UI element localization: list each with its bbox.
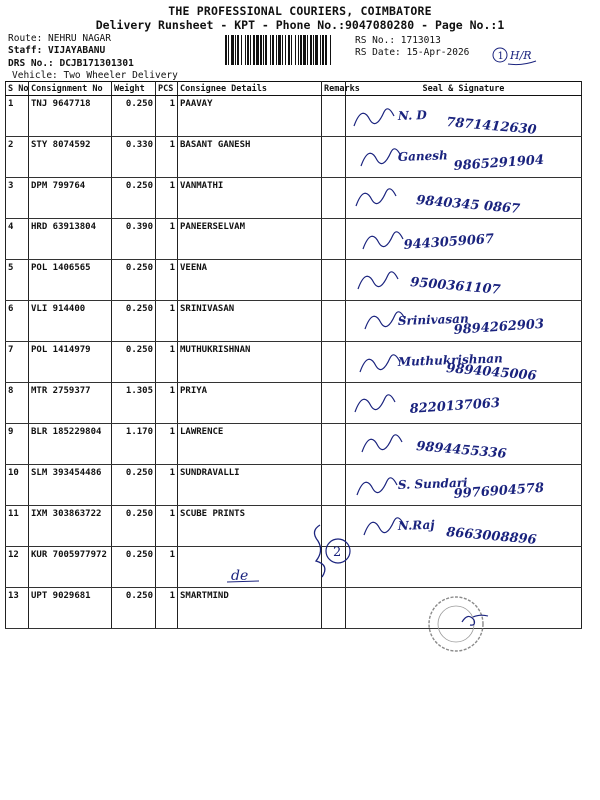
row-remarks xyxy=(322,588,346,629)
row-consignment: SLM 393454486 xyxy=(29,465,112,506)
row-consignment: STY 8074592 xyxy=(29,137,112,178)
row-weight: 0.250 xyxy=(112,342,156,383)
route-label: Route: NEHRU NAGAR xyxy=(8,33,111,44)
row-pcs: 1 xyxy=(156,383,178,424)
row-signature xyxy=(346,219,582,260)
note-text: H/R xyxy=(510,49,532,62)
row-signature xyxy=(346,424,582,465)
table-row xyxy=(6,465,582,506)
row-weight: 0.250 xyxy=(112,301,156,342)
handwritten-de xyxy=(225,565,265,585)
row-weight: 0.250 xyxy=(112,178,156,219)
table-row xyxy=(6,96,582,137)
row-sno: 2 xyxy=(6,137,29,178)
courier-seal-stamp xyxy=(418,592,496,654)
row-remarks xyxy=(322,465,346,506)
row-signature xyxy=(346,383,582,424)
row-consignee: PRIYA xyxy=(178,383,322,424)
barcode xyxy=(225,35,351,65)
table-row xyxy=(6,383,582,424)
circled-number: 2 xyxy=(333,545,342,560)
row-remarks xyxy=(322,342,346,383)
handwritten-phone: 8663008896 xyxy=(445,525,538,548)
row-pcs: 1 xyxy=(156,424,178,465)
handwritten-note-hr xyxy=(490,40,540,70)
row-signature xyxy=(346,301,582,342)
handwritten-name: Ganesh xyxy=(397,148,448,164)
col-sno: S No xyxy=(6,82,29,96)
row-pcs: 1 xyxy=(156,342,178,383)
row-remarks xyxy=(322,96,346,137)
handwritten-name: Srinivasan xyxy=(397,311,469,328)
row-signature xyxy=(346,178,582,219)
handwritten-signature xyxy=(346,424,582,465)
row-consignment: DPM 799764 xyxy=(29,178,112,219)
table-header xyxy=(6,82,582,96)
row-weight: 0.390 xyxy=(112,219,156,260)
row-consignment: TNJ 9647718 xyxy=(29,96,112,137)
row-sno: 7 xyxy=(6,342,29,383)
circled-mark xyxy=(300,521,370,581)
row-consignee: BASANT GANESH xyxy=(178,137,322,178)
row-consignment: HRD 63913804 xyxy=(29,219,112,260)
row-consignee: VANMATHI xyxy=(178,178,322,219)
row-signature xyxy=(346,137,582,178)
handwritten-phone: 9443059067 xyxy=(403,231,495,253)
handwritten-signature xyxy=(346,137,582,178)
row-weight: 0.250 xyxy=(112,506,156,547)
row-sno: 9 xyxy=(6,424,29,465)
row-remarks xyxy=(322,219,346,260)
row-remarks xyxy=(322,301,346,342)
rs-number: RS No.: 1713013 xyxy=(355,35,441,46)
company-title: THE PROFESSIONAL COURIERS, COIMBATORE xyxy=(168,4,432,18)
row-pcs: 1 xyxy=(156,465,178,506)
table-row xyxy=(6,219,582,260)
row-consignee: PANEERSELVAM xyxy=(178,219,322,260)
handwritten-phone: 9894045006 xyxy=(445,361,538,384)
row-pcs: 1 xyxy=(156,301,178,342)
row-consignee: SCUBE PRINTS xyxy=(178,506,322,547)
table-row xyxy=(6,424,582,465)
row-consignee: MUTHUKRISHNAN xyxy=(178,342,322,383)
row-remarks xyxy=(322,137,346,178)
handwritten-phone: 7871412630 xyxy=(445,115,538,138)
row-weight: 0.250 xyxy=(112,547,156,588)
table-row xyxy=(6,342,582,383)
runsheet-title: Delivery Runsheet - KPT - Phone No.:9047080280 - Page No.:1 xyxy=(95,18,505,32)
handwritten-phone: 8220137063 xyxy=(409,395,501,417)
row-consignee: SUNDRAVALLI xyxy=(178,465,322,506)
handwritten-phone: 9840345 0867 xyxy=(415,193,521,218)
row-consignment: KUR 7005977972 xyxy=(29,547,112,588)
row-consignment: IXM 303863722 xyxy=(29,506,112,547)
row-consignee: LAWRENCE xyxy=(178,424,322,465)
row-pcs: 1 xyxy=(156,96,178,137)
handwritten-name: N.Raj xyxy=(397,517,435,533)
row-signature xyxy=(346,342,582,383)
handwritten-signature xyxy=(346,506,582,547)
row-sno: 11 xyxy=(6,506,29,547)
row-sno: 6 xyxy=(6,301,29,342)
row-pcs: 1 xyxy=(156,178,178,219)
col-seal: Seal & Signature xyxy=(346,82,582,96)
row-consignment: UPT 9029681 xyxy=(29,588,112,629)
row-pcs: 1 xyxy=(156,506,178,547)
handwritten-name: N. D xyxy=(397,107,428,123)
col-pcs: PCS xyxy=(156,82,178,96)
row-consignment: VLI 914400 xyxy=(29,301,112,342)
row-remarks xyxy=(322,424,346,465)
row-consignee: PAAVAY xyxy=(178,96,322,137)
table-row xyxy=(6,547,582,588)
handwritten-signature xyxy=(346,178,582,219)
handwritten-signature xyxy=(346,96,582,137)
row-consignment: POL 1406565 xyxy=(29,260,112,301)
table-row xyxy=(6,178,582,219)
row-consignee: SMARTMIND xyxy=(178,588,322,629)
handwritten-signature xyxy=(346,465,582,506)
row-consignment: POL 1414979 xyxy=(29,342,112,383)
col-consignment: Consignment No xyxy=(29,82,112,96)
row-signature xyxy=(346,506,582,547)
row-consignment: MTR 2759377 xyxy=(29,383,112,424)
handwritten-phone: 9865291904 xyxy=(453,152,545,174)
row-consignment: BLR 185229804 xyxy=(29,424,112,465)
handwritten-phone: 9894455336 xyxy=(415,439,508,462)
row-sno: 8 xyxy=(6,383,29,424)
row-signature xyxy=(346,465,582,506)
staff-label: Staff: VIJAYABANU xyxy=(8,45,106,56)
row-sno: 13 xyxy=(6,588,29,629)
handwritten-signature xyxy=(346,260,582,301)
row-sno: 3 xyxy=(6,178,29,219)
row-pcs: 1 xyxy=(156,588,178,629)
row-sno: 5 xyxy=(6,260,29,301)
col-weight: Weight xyxy=(112,82,156,96)
row-pcs: 1 xyxy=(156,547,178,588)
row-weight: 1.305 xyxy=(112,383,156,424)
row-pcs: 1 xyxy=(156,137,178,178)
table-row xyxy=(6,137,582,178)
handwritten-phone: 9894262903 xyxy=(453,316,545,338)
table-row xyxy=(6,506,582,547)
col-remarks: Remarks xyxy=(322,82,346,96)
row-sno: 1 xyxy=(6,96,29,137)
row-signature xyxy=(346,96,582,137)
row-signature xyxy=(346,260,582,301)
row-sno: 12 xyxy=(6,547,29,588)
handwritten-name: S. Sundari xyxy=(397,475,468,492)
note-number: 1 xyxy=(497,51,504,62)
handwritten-signature xyxy=(346,219,582,260)
handwritten-signature xyxy=(346,342,582,383)
row-signature xyxy=(346,547,582,588)
row-weight: 0.250 xyxy=(112,588,156,629)
handwritten-phone: 9500361107 xyxy=(409,275,502,298)
row-pcs: 1 xyxy=(156,260,178,301)
row-sno: 10 xyxy=(6,465,29,506)
row-remarks xyxy=(322,178,346,219)
handwritten-signature xyxy=(346,383,582,424)
row-weight: 0.250 xyxy=(112,465,156,506)
row-remarks xyxy=(322,260,346,301)
row-weight: 1.170 xyxy=(112,424,156,465)
row-weight: 0.250 xyxy=(112,260,156,301)
row-consignee: VEENA xyxy=(178,260,322,301)
rs-date: RS Date: 15-Apr-2026 xyxy=(355,47,470,58)
drs-label: DRS No.: DCJB171301301 xyxy=(8,58,134,69)
row-remarks xyxy=(322,383,346,424)
row-sno: 4 xyxy=(6,219,29,260)
handwritten-name: Muthukrishnan xyxy=(397,351,503,369)
de-text: de xyxy=(231,568,249,584)
row-weight: 0.250 xyxy=(112,96,156,137)
row-pcs: 1 xyxy=(156,219,178,260)
table-row xyxy=(6,260,582,301)
row-consignee: SRINIVASAN xyxy=(178,301,322,342)
handwritten-phone: 9976904578 xyxy=(453,480,545,502)
row-weight: 0.330 xyxy=(112,137,156,178)
col-consignee: Consignee Details xyxy=(178,82,322,96)
vehicle-label: Vehicle: Two Wheeler Delivery xyxy=(12,70,178,81)
handwritten-signature xyxy=(346,301,582,342)
runsheet-table xyxy=(5,81,582,629)
table-row xyxy=(6,301,582,342)
